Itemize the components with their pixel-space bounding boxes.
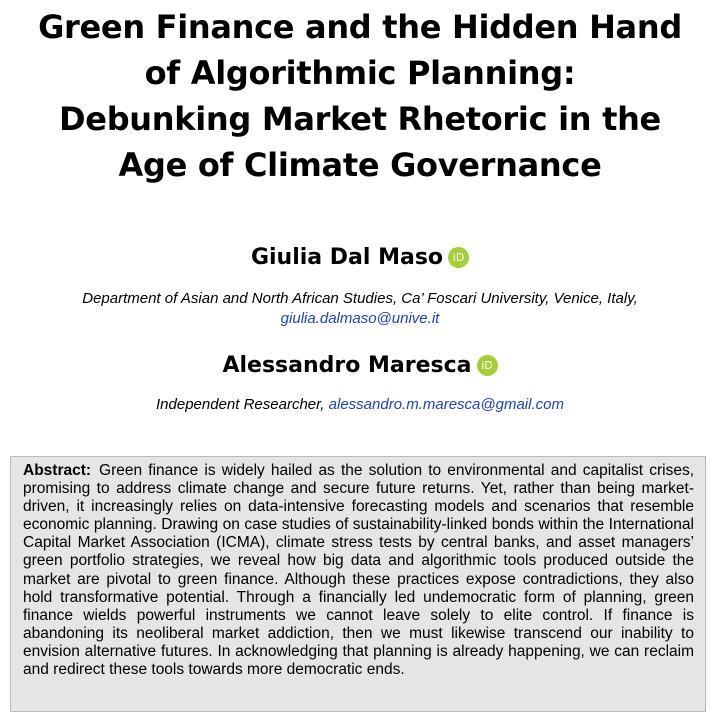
orcid-icon[interactable]: iD [477, 355, 498, 376]
title-line: Debunking Market Rhetoric in the [59, 100, 661, 138]
affiliation-text: Department of Asian and North African Studies, Ca’ Foscari University, Venice, Italy, [82, 290, 638, 307]
title-line: Age of Climate Governance [118, 146, 602, 184]
author-name: Alessandro Maresca [222, 353, 472, 378]
abstract-label: Abstract: [23, 462, 92, 479]
affiliation-giulia-dal-maso [0, 289, 720, 329]
affiliation-alessandro-maresca [0, 395, 720, 415]
author-name: Giulia Dal Maso [250, 245, 444, 270]
abstract-paragraph [23, 462, 694, 679]
paper-title [0, 4, 720, 188]
affiliation-text: Independent Researcher, [156, 396, 325, 413]
abstract-body: Green finance is widely hailed as the solution to environmental and capitalist crises, promising to address climate change and secure future returns. Yet, rather than being market-driven, it increasingly relies on data-intensive forecasting models and scenarios that resemble economic planning. Drawing on case studies of sustainability-linked bonds within the International Capital Market Association (ICMA), climate stress tests by central banks, and asset managers’ green portfolio strategies, we reveal how big data and algorithmic tools produced outside the market are pivotal to green finance. Although these practices expose contradictions, they also hold transformative potential. Through a financially led undemocratic form of planning, green finance wields powerful instruments we cannot leave solely to elite control. If finance is abandoning its neoliberal market addiction, then we must likewise transcend our inability to envision alternative futures. In acknowledging that planning is already happening, we can reclaim and redirect these tools towards more democratic ends. [23, 462, 694, 679]
orcid-icon[interactable]: iD [448, 247, 469, 268]
email-link[interactable]: alessandro.m.maresca@gmail.com [328, 396, 564, 413]
author-giulia-dal-maso [0, 244, 720, 272]
title-line: Green Finance and the Hidden Hand [38, 8, 682, 46]
title-line: of Algorithmic Planning: [144, 54, 576, 92]
author-alessandro-maresca [0, 352, 720, 380]
email-link[interactable]: giulia.dalmaso@unive.it [280, 310, 440, 327]
abstract-box [10, 456, 706, 712]
